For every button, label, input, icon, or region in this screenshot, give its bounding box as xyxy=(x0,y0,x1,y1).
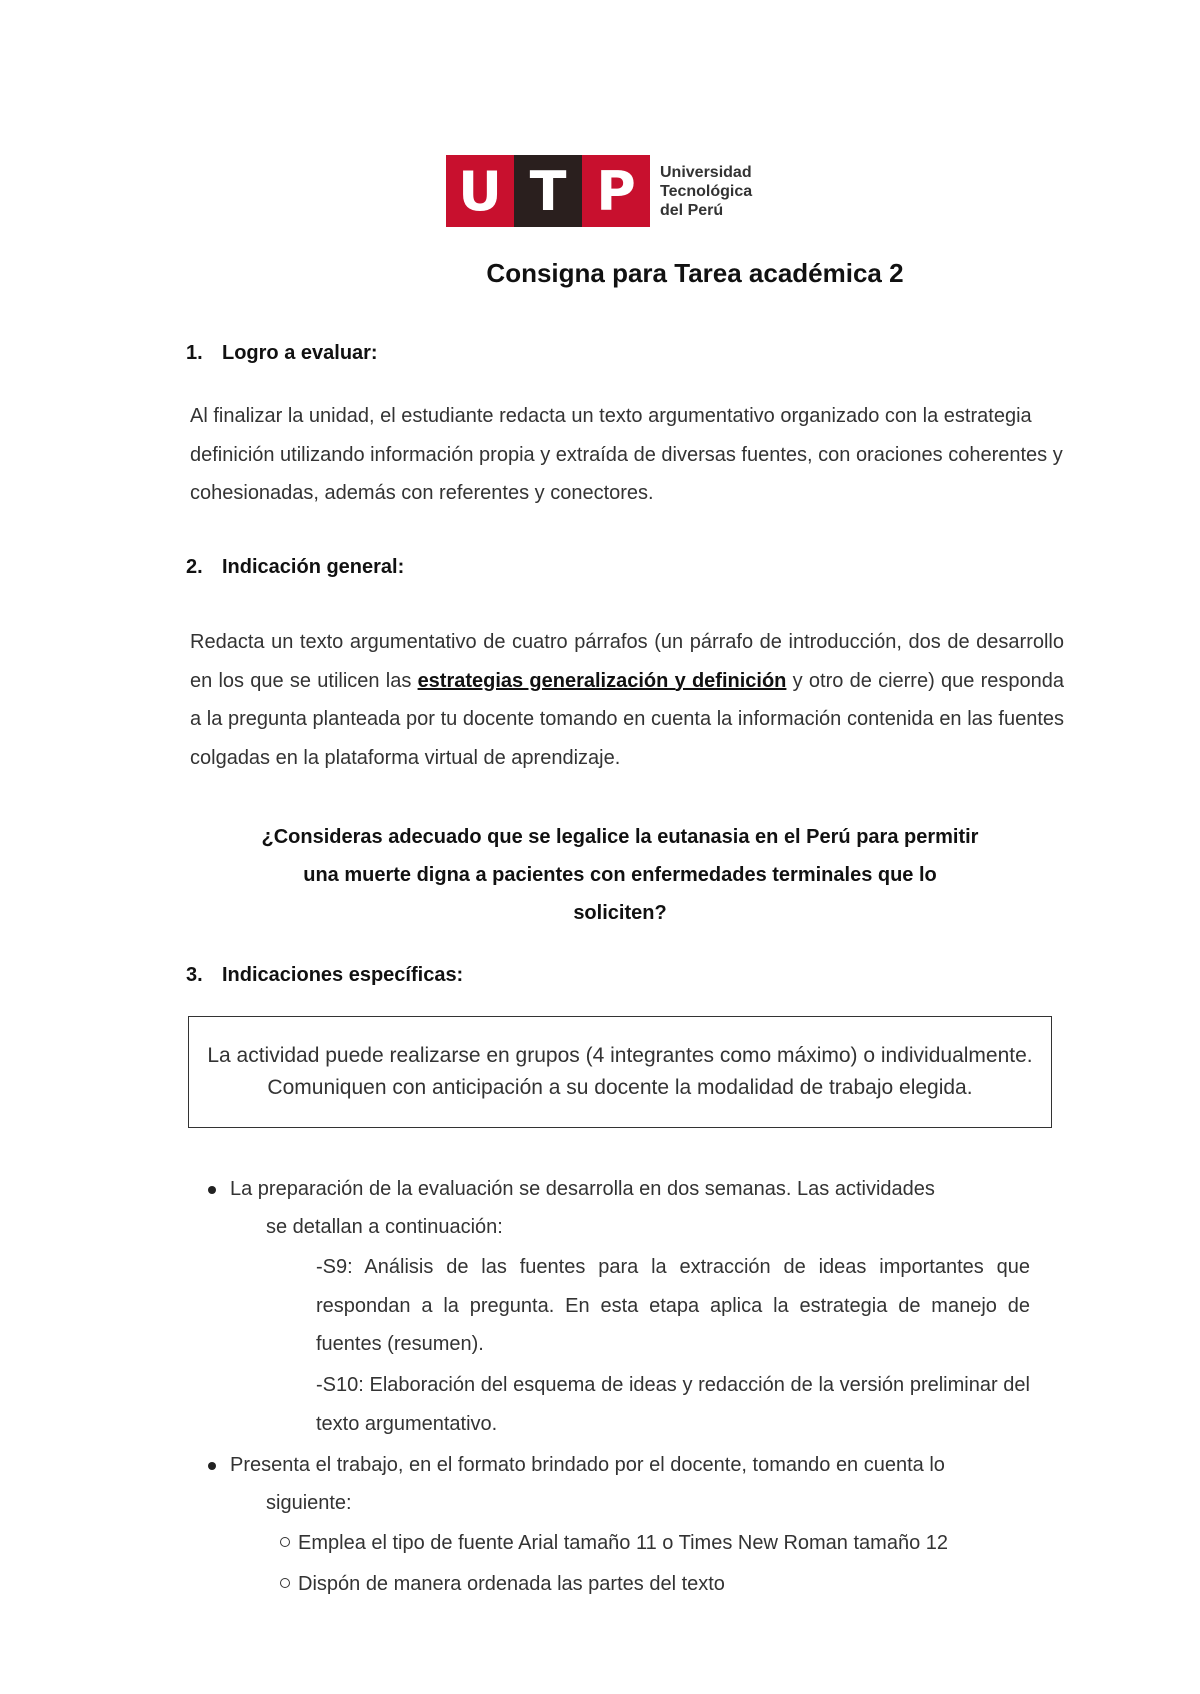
section-2-text-before: Redacta un texto argumentativo de cuatro párrafos (un párrafo de introducción, dos de desarrollo en los que se utilicen las xyxy=(190,631,1064,692)
logo-letter-p: P xyxy=(582,155,650,227)
logo-name-line-1: Universidad xyxy=(660,163,752,181)
utp-logo xyxy=(446,155,752,227)
section-2-paragraph xyxy=(190,623,1064,777)
section-1-number: 1. xyxy=(186,342,203,364)
question-line-3: soliciten? xyxy=(573,902,667,924)
bullet-2-line-2: siguiente: xyxy=(266,1492,352,1514)
logo-name-line-3: del Perú xyxy=(660,201,724,219)
bullet-dot-icon xyxy=(208,1462,216,1470)
section-1-title: Logro a evaluar: xyxy=(222,342,378,364)
logo-letter-t: T xyxy=(514,155,582,227)
section-3-number: 3. xyxy=(186,964,203,986)
document-title: Consigna para Tarea académica 2 xyxy=(486,258,904,288)
section-1-paragraph: Al finalizar la unidad, el estudiante redacta un texto argumentativo organizado con la estrategia definición utilizando información propia y extraída de diversas fuentes, con oraciones coherentes y cohesionadas, además con referentes y conectores. xyxy=(190,405,1063,504)
bullet-presentation xyxy=(208,1446,1028,1522)
format-item-font-text: Emplea el tipo de fuente Arial tamaño 11 o Times New Roman tamaño 12 xyxy=(298,1532,948,1554)
bullet-2-line-1: Presenta el trabajo, en el formato brindado por el docente, tomando en cuenta lo xyxy=(230,1454,945,1476)
question-line-1: ¿Consideras adecuado que se legalice la eutanasia en el Perú para permitir xyxy=(261,826,979,848)
section-2-title: Indicación general: xyxy=(222,556,405,578)
circle-bullet-icon xyxy=(280,1578,290,1588)
question-line-2: una muerte digna a pacientes con enfermedades terminales que lo xyxy=(303,864,937,886)
logo-university-name xyxy=(660,163,752,220)
guiding-question xyxy=(190,818,1050,932)
section-3-title: Indicaciones específicas: xyxy=(222,964,464,986)
bullet-preparation xyxy=(208,1170,1028,1246)
section-2-emphasis: estrategias generalización y definición xyxy=(417,669,787,692)
bullet-1-line-2: se detallan a continuación: xyxy=(266,1216,503,1238)
circle-bullet-icon xyxy=(280,1537,290,1547)
format-item-order-text: Dispón de manera ordenada las partes del texto xyxy=(298,1573,725,1595)
format-item-font xyxy=(280,1524,1040,1562)
section-3-heading xyxy=(186,964,463,987)
section-2-text-after: y otro de cierre) que responda a la pregunta planteada por tu docente tomando en cuenta la información contenida en las fuentes colgadas en la plataforma virtual de aprendizaje. xyxy=(190,669,1064,769)
group-work-notice-text: La actividad puede realizarse en grupos (4 integrantes como máximo) o individualmente. Comuniquen con anticipación a su docente la modalidad de trabajo elegida. xyxy=(207,1044,1033,1099)
logo-letter-u: U xyxy=(446,155,514,227)
activity-s9: -S9: Análisis de las fuentes para la extracción de ideas importantes que respondan a la pregunta. En esta etapa aplica la estrategia de manejo de fuentes (resumen). xyxy=(316,1256,1030,1355)
utp-logo-letters xyxy=(446,155,650,227)
bullet-1-line-1: La preparación de la evaluación se desarrolla en dos semanas. Las actividades xyxy=(230,1178,935,1200)
section-1-heading xyxy=(186,342,378,365)
bullet-dot-icon xyxy=(208,1186,216,1194)
format-item-order xyxy=(280,1565,1040,1603)
group-work-notice xyxy=(188,1016,1052,1128)
activity-s10: -S10: Elaboración del esquema de ideas y redacción de la versión preliminar del texto argumentativo. xyxy=(316,1374,1030,1435)
logo-name-line-2: Tecnológica xyxy=(660,182,753,200)
section-2-heading xyxy=(186,556,404,579)
section-2-number: 2. xyxy=(186,556,203,578)
